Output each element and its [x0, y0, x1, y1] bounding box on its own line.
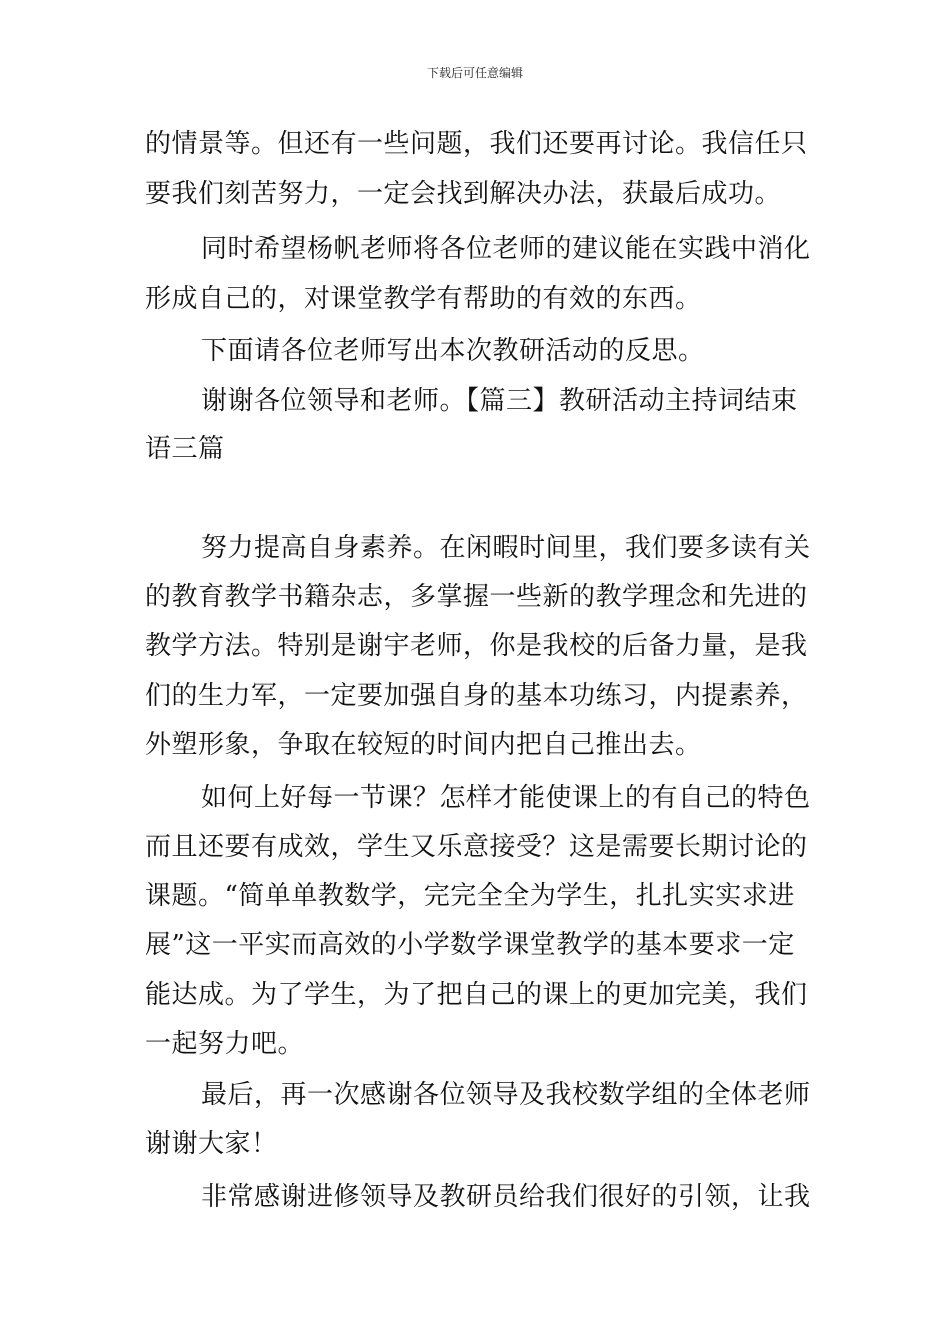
text-line: 要我们刻苦努力，一定会找到解决办法，获最后成功。: [145, 179, 782, 209]
text-line: 能达成。为了学生，为了把自己的课上的更加完美，我们: [145, 980, 808, 1010]
text-line: 最后，再一次感谢各位领导及我校数学组的全体老师: [201, 1080, 811, 1110]
text-line: 下面请各位老师写出本次教研活动的反思。: [201, 336, 705, 366]
text-line: 努力提高自身素养。在闲暇时间里，我们要多读有关: [201, 533, 811, 563]
text-line: 课题。“简单单教数学，完完全全为学生，扎扎实实求进: [145, 881, 795, 911]
text-line: 教学方法。特别是谢宇老师，你是我校的后备力量，是我: [145, 631, 808, 661]
page-header: 下载后可任意编辑: [426, 66, 523, 80]
text-line: 同时希望杨帆老师将各位老师的建议能在实践中消化: [201, 234, 811, 264]
text-line: 非常感谢进修领导及教研员给我们很好的引领，让我: [201, 1182, 811, 1212]
text-line: 外塑形象，争取在较短的时间内把自己推出去。: [145, 730, 702, 760]
text-line: 谢谢大家！: [145, 1129, 278, 1159]
text-line: 的情景等。但还有一些问题，我们还要再讨论。我信任只: [145, 129, 808, 159]
text-line: 如何上好每一节课？怎样才能使课上的有自己的特色: [201, 783, 811, 813]
text-line: 展”这一平实而高效的小学数学课堂教学的基本要求一定: [145, 930, 795, 960]
text-line: 一起努力吧。: [145, 1029, 305, 1059]
text-line: 们的生力军，一定要加强自身的基本功练习，内提素养，: [145, 681, 808, 711]
text-line: 形成自己的，对课堂教学有帮助的有效的东西。: [145, 284, 702, 314]
text-line: 语三篇: [145, 434, 225, 464]
text-line: 谢谢各位领导和老师。【篇三】教研活动主持词结束: [201, 386, 798, 416]
text-line: 的教育教学书籍杂志，多掌握一些新的教学理念和先进的: [145, 582, 808, 612]
text-line: 而且还要有成效，学生又乐意接受？这是需要长期讨论的: [145, 832, 808, 862]
